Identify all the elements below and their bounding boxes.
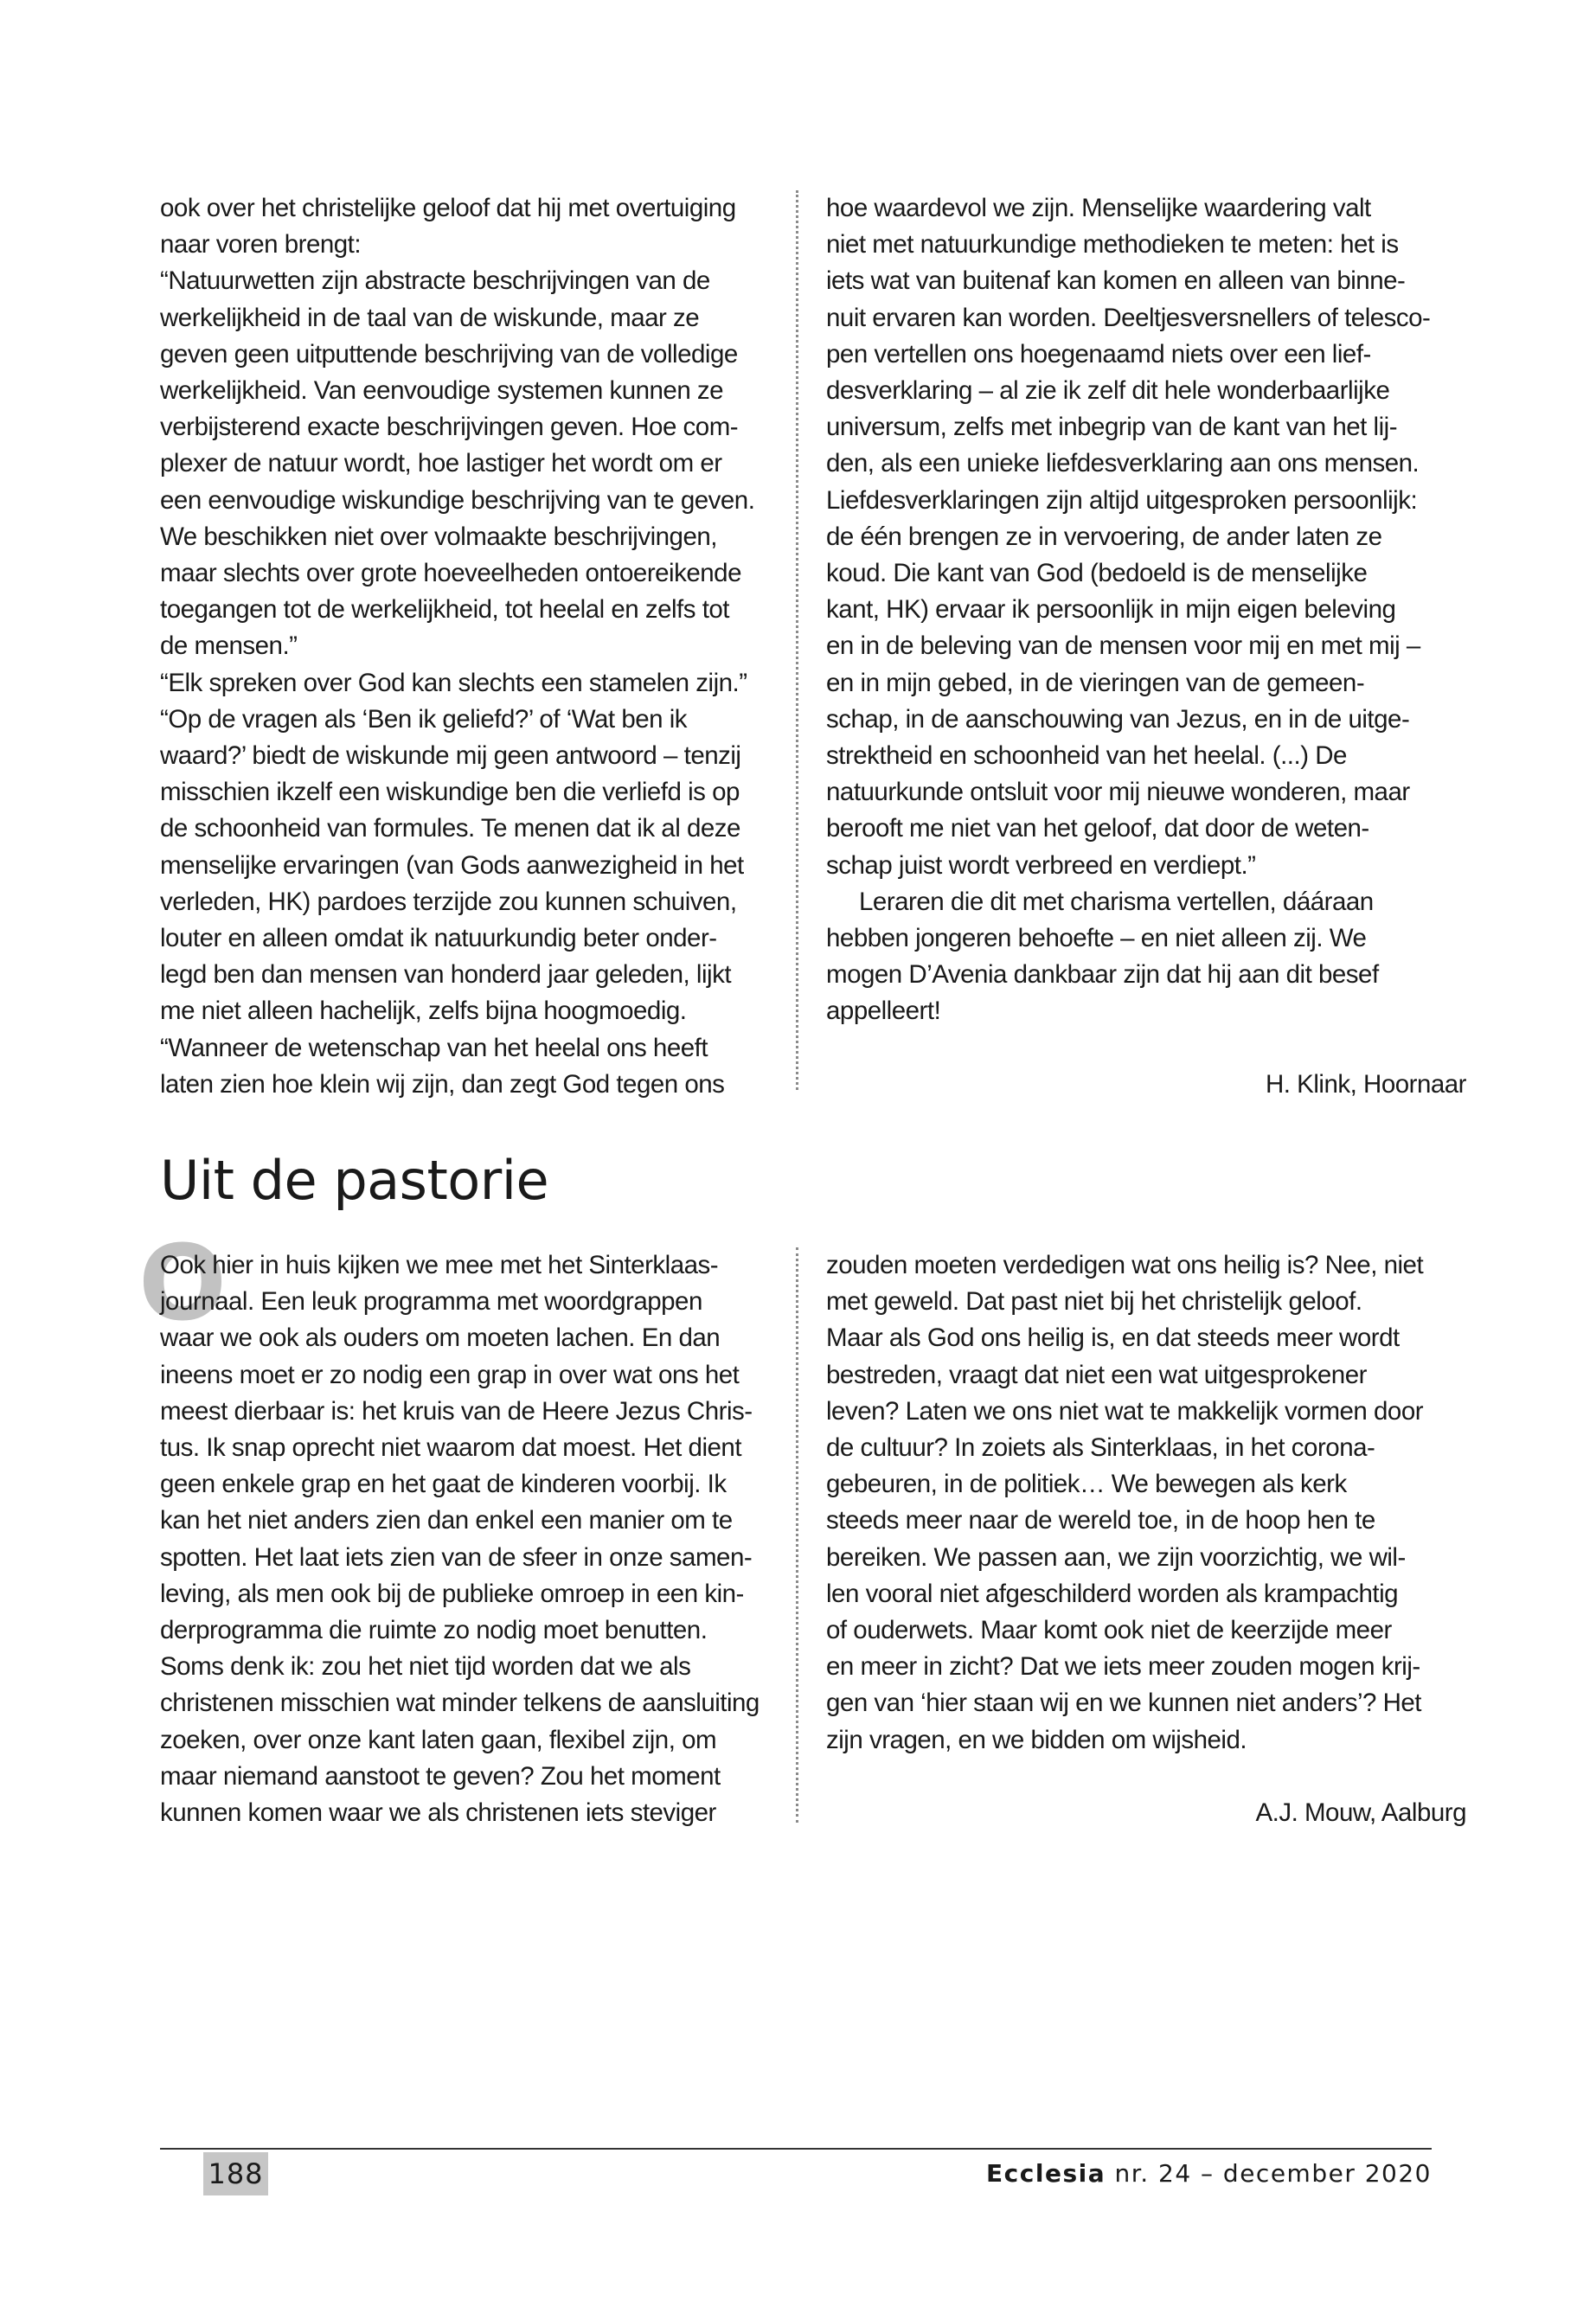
text-line: hoe waardevol we zijn. Menselijke waardering valt [826,194,1371,222]
text-line: bereiken. We passen aan, we zijn voorzichtig, we wil- [826,1542,1406,1572]
text-line: appelleert! [826,997,941,1026]
text-line: maar niemand aanstoot te geven? Zou het moment [160,1761,721,1791]
article-top-right-body [826,190,1466,884]
text-line: koud. Die kant van God (bedoeld is de menselijke [826,559,1368,588]
text-line: berooft me niet van het geloof, dat door de weten- [826,814,1369,843]
text-line: me niet alleen hachelijk, zelfs bijna hoogmoedig. [160,997,687,1026]
text-line: de cultuur? In zoiets als Sinterklaas, in het corona- [826,1433,1375,1463]
footer-rule [160,2148,1432,2150]
article-signature: H. Klink, Hoornaar [1265,1069,1466,1099]
text-line: derprogramma die ruimte zo nodig moet benutten. [160,1616,708,1645]
text-line: geen enkele grap en het gaat de kinderen voorbij. Ik [160,1470,727,1499]
text-line: “Op de vragen als ‘Ben ik geliefd?’ of ‘Wat ben ik [160,704,688,734]
article-bottom-right-body [826,1247,1466,1759]
text-line: bestreden, vraagt dat niet een wat uitgesprokener [826,1360,1367,1389]
text-line: mogen D’Avenia dankbaar zijn dat hij aan dit besef [826,960,1379,990]
text-line: schap, in de aanschouwing van Jezus, en in de uitge- [826,704,1410,734]
text-line: laten zien hoe klein wij zijn, dan zegt God tegen ons [160,1069,725,1099]
text-line: pen vertellen ons hoegenaamd niets over een lief- [826,339,1371,369]
text-line: kan het niet anders zien dan enkel een manier om te [160,1506,733,1535]
text-line: en in mijn gebed, in de vieringen van de gemeen- [826,668,1365,697]
closing-paragraph [826,884,1466,1030]
text-line: Ook hier in huis kijken we mee met het Sinterklaas- [160,1251,719,1279]
text-line: iets wat van buitenaf kan komen en alleen van binne- [826,266,1406,296]
text-line: legd ben dan mensen van honderd jaar geleden, lijkt [160,960,732,990]
text-line: zijn vragen, en we bidden om wijsheid. [826,1725,1247,1754]
drop-cap: O [138,1224,228,1344]
text-line: toegangen tot de werkelijkheid, tot heelal en zelfs tot [160,595,730,625]
text-line: niet met natuurkundige methodieken te meten: het is [826,230,1399,260]
text-line: werkelijkheid in de taal van de wiskunde, maar ze [160,303,700,332]
magazine-name: Ecclesia [986,2159,1106,2188]
section-heading: Uit de pastorie [160,1149,549,1212]
text-line: met geweld. Dat past niet bij het christelijk geloof. [826,1287,1362,1317]
column-divider [796,190,798,1090]
text-line: nuit ervaren kan worden. Deeltjesversnellers of telesco- [826,303,1431,332]
text-line: journaal. Een leuk programma met woordgrappen [160,1287,702,1317]
text-line: “Natuurwetten zijn abstracte beschrijvingen van de [160,266,710,296]
text-line: kant, HK) ervaar ik persoonlijk in mijn eigen beleving [826,595,1396,625]
text-line: naar voren brengt: [160,230,362,260]
footer-issue [986,2155,1432,2193]
text-line: Leraren die dit met charisma vertellen, dááraan [859,887,1374,916]
text-line: gebeuren, in de politiek… We bewegen als kerk [826,1470,1347,1499]
article-top-left-column [160,190,800,1103]
text-line: len vooral niet afgeschilderd worden als krampachtig [826,1579,1399,1608]
text-line: schap juist wordt verbreed en verdiept.” [826,850,1256,880]
text-line: kunnen komen waar we als christenen iets steviger [160,1798,716,1828]
text-line: louter en alleen omdat ik natuurkundig beter onder- [160,924,717,953]
text-line: leving, als men ook bij de publieke omroep in een kin- [160,1579,744,1608]
text-line: spotten. Het laat iets zien van de sfeer in onze samen- [160,1542,753,1572]
text-line: plexer de natuur wordt, hoe lastiger het wordt om er [160,449,722,478]
text-line: en meer in zicht? Dat we iets meer zouden mogen krij- [826,1652,1420,1682]
text-line: of ouderwets. Maar komt ook niet de keerzijde meer [826,1616,1392,1645]
text-line: de schoonheid van formules. Te menen dat ik al deze [160,814,740,843]
text-line: leven? Laten we ons niet wat te makkelijk vormen door [826,1396,1424,1426]
text-line: tus. Ik snap oprecht niet waarom dat moest. Het dient [160,1433,742,1463]
text-line: meest dierbaar is: het kruis van de Heere Jezus Chris- [160,1396,753,1426]
text-line: zouden moeten verdedigen wat ons heilig is? Nee, niet [826,1251,1424,1279]
article-bottom-left-column [160,1247,800,1831]
text-line: desverklaring – al zie ik zelf dit hele wonderbaarlijke [826,376,1390,406]
text-line: universum, zelfs met inbegrip van de kant van het lij- [826,413,1398,442]
text-line: ineens moet er zo nodig een grap in over wat ons het [160,1360,740,1389]
issue-info: nr. 24 – december 2020 [1114,2159,1432,2188]
text-line: “Elk spreken over God kan slechts een stamelen zijn.” [160,668,747,697]
text-line: Liefdesverklaringen zijn altijd uitgesproken persoonlijk: [826,485,1418,515]
text-line: Soms denk ik: zou het niet tijd worden dat we als [160,1652,691,1682]
text-line: maar slechts over grote hoeveelheden ontoereikende [160,559,741,588]
page-number: 188 [203,2152,268,2195]
text-line: waar we ook als ouders om moeten lachen. En dan [160,1324,721,1353]
article-signature: A.J. Mouw, Aalburg [1255,1798,1466,1827]
text-line: geven geen uitputtende beschrijving van de volledige [160,339,738,369]
text-line: de mensen.” [160,631,298,661]
text-line: We beschikken niet over volmaakte beschrijvingen, [160,522,717,551]
text-line: verleden, HK) pardoes terzijde zou kunnen schuiven, [160,887,737,916]
text-line: gen van ‘hier staan wij en we kunnen niet anders’? Het [826,1689,1422,1718]
text-line: ook over het christelijke geloof dat hij met overtuiging [160,194,736,222]
text-line: en in de beleving van de mensen voor mij en met mij – [826,631,1420,661]
text-line: “Wanneer de wetenschap van het heelal ons heeft [160,1033,708,1062]
text-line: christenen misschien wat minder telkens de aansluiting [160,1689,760,1718]
text-line: menselijke ervaringen (van Gods aanwezigheid in het [160,850,744,880]
article-bottom-right-column [826,1247,1466,1831]
text-line: Maar als God ons heilig is, en dat steeds meer wordt [826,1324,1400,1353]
text-line: zoeken, over onze kant laten gaan, flexibel zijn, om [160,1725,717,1754]
text-line: steeds meer naar de wereld toe, in de hoop hen te [826,1506,1375,1535]
text-line: werkelijkheid. Van eenvoudige systemen kunnen ze [160,376,724,406]
text-line: verbijsterend exacte beschrijvingen geven. Hoe com- [160,413,739,442]
text-line: waard?’ biedt de wiskunde mij geen antwoord – tenzij [160,741,741,771]
article-top-right-column [826,190,1466,1103]
text-line: hebben jongeren behoefte – en niet alleen zij. We [826,924,1367,953]
text-line: den, als een unieke liefdesverklaring aan ons mensen. [826,449,1420,478]
text-line: een eenvoudige wiskundige beschrijving van te geven. [160,485,755,515]
text-line: strektheid en schoonheid van het heelal. (...) De [826,741,1347,771]
text-line: natuurkunde ontsluit voor mij nieuwe wonderen, maar [826,778,1410,807]
text-line: de één brengen ze in vervoering, de ander laten ze [826,522,1382,551]
text-line: misschien ikzelf een wiskundige ben die verliefd is op [160,778,740,807]
